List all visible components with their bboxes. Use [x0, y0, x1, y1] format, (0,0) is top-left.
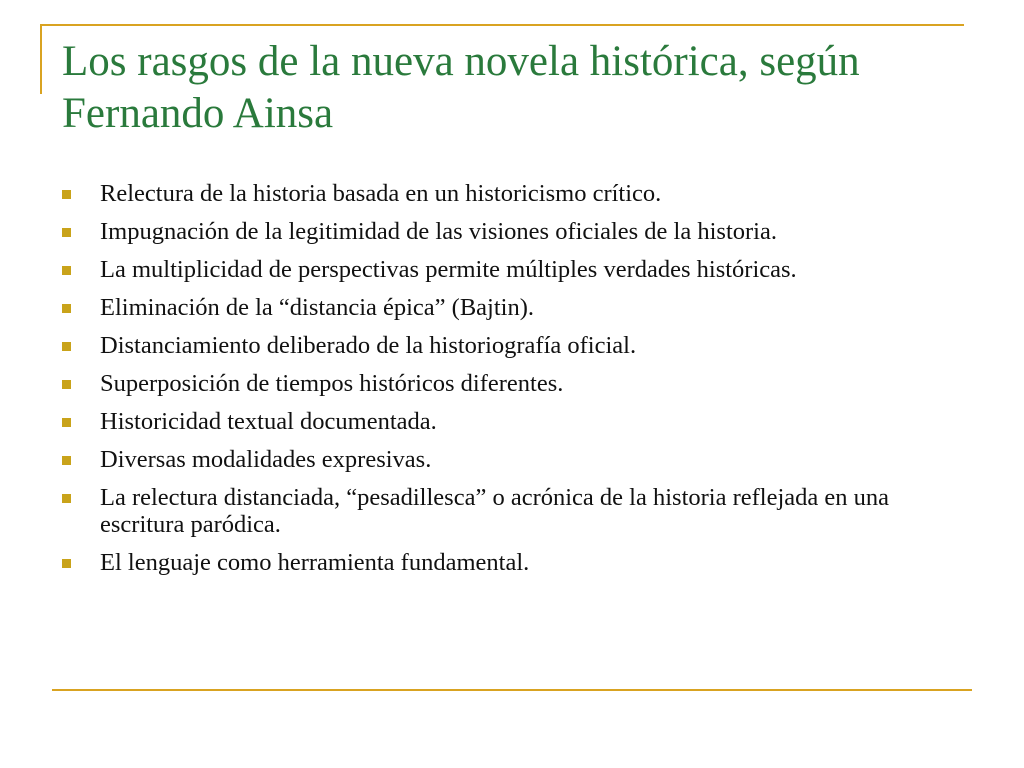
list-item	[62, 446, 962, 473]
bullet-text: Impugnación de la legitimidad de las visiones oficiales de la historia.	[100, 218, 777, 245]
left-rule	[40, 24, 42, 94]
square-bullet-icon	[62, 266, 71, 275]
bullet-text: La multiplicidad de perspectivas permite múltiples verdades históricas.	[100, 256, 797, 283]
bullet-text: Eliminación de la “distancia épica” (Bajtin).	[100, 294, 535, 321]
list-item	[62, 218, 962, 245]
list-item	[62, 370, 962, 397]
list-item	[62, 549, 962, 576]
square-bullet-icon	[62, 342, 71, 351]
list-item	[62, 332, 962, 359]
square-bullet-icon	[62, 494, 71, 503]
square-bullet-icon	[62, 559, 71, 568]
bullet-text: Relectura de la historia basada en un historicismo crítico.	[100, 180, 662, 207]
bullet-text: Diversas modalidades expresivas.	[100, 446, 432, 473]
bullet-list	[62, 180, 962, 587]
list-item	[62, 180, 962, 207]
bullet-text: Distanciamiento deliberado de la historiografía oficial.	[100, 332, 637, 359]
square-bullet-icon	[62, 228, 71, 237]
square-bullet-icon	[62, 304, 71, 313]
bullet-text: La relectura distanciada, “pesadillesca” o acrónica de la historia reflejada en una escritura paródica.	[100, 484, 890, 538]
bottom-rule	[52, 689, 972, 691]
list-item	[62, 408, 962, 435]
bullet-text: Historicidad textual documentada.	[100, 408, 437, 435]
bullet-text: El lenguaje como herramienta fundamental.	[100, 549, 530, 576]
slide-title: Los rasgos de la nueva novela histórica, según Fernando Ainsa	[62, 38, 860, 137]
list-item	[62, 294, 962, 321]
square-bullet-icon	[62, 190, 71, 199]
top-rule	[40, 24, 964, 26]
square-bullet-icon	[62, 380, 71, 389]
square-bullet-icon	[62, 456, 71, 465]
bullet-text: Superposición de tiempos históricos diferentes.	[100, 370, 564, 397]
square-bullet-icon	[62, 418, 71, 427]
list-item	[62, 484, 962, 538]
list-item	[62, 256, 962, 283]
